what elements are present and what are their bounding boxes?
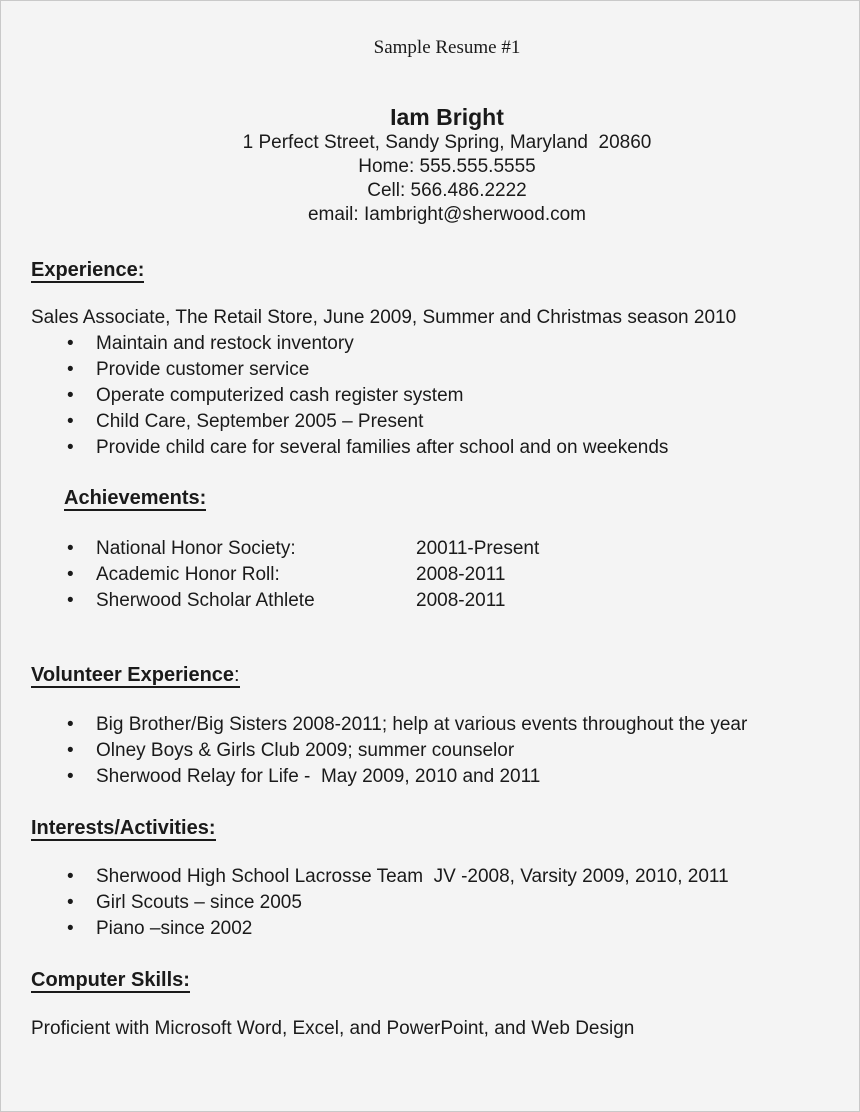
bullet-icon: • (67, 866, 74, 887)
section-achievements (31, 485, 829, 614)
bullet-text: Olney Boys & Girls Club 2009; summer counselor (96, 740, 515, 761)
list-item (31, 890, 829, 916)
list-item (31, 864, 829, 890)
bullet-icon: • (67, 385, 74, 406)
achievement-row (31, 536, 829, 562)
achievement-label: Sherwood Scholar Athlete (96, 590, 315, 611)
volunteer-heading-text: Volunteer Experience (31, 664, 235, 686)
bullet-text: Maintain and restock inventory (96, 333, 354, 354)
bullet-text: Sherwood Relay for Life - May 2009, 2010 and 2011 (96, 766, 541, 787)
list-item (31, 357, 829, 383)
list-item (31, 435, 829, 461)
bullet-icon: • (67, 766, 74, 787)
computer-skills-text: Proficient with Microsoft Word, Excel, and PowerPoint, and Web Design (31, 1018, 635, 1039)
achievement-row (31, 588, 829, 614)
bullet-icon: • (67, 564, 74, 585)
bullet-icon: • (67, 333, 74, 354)
candidate-name: Iam Bright (390, 104, 504, 130)
list-item (31, 331, 829, 357)
bullet-text: Provide child care for several families after school and on weekends (96, 437, 669, 458)
volunteer-heading (31, 662, 829, 688)
list-item (31, 738, 829, 764)
bullet-text: Provide customer service (96, 359, 310, 380)
interests-heading: Interests/Activities: (31, 817, 216, 839)
experience-heading: Experience: (31, 259, 145, 281)
achievement-label: Academic Honor Roll: (96, 564, 280, 585)
bullet-icon: • (67, 740, 74, 761)
achievement-label: National Honor Society: (96, 538, 296, 559)
bullet-text: Girl Scouts – since 2005 (96, 892, 302, 913)
home-phone-line: Home: 555.555.5555 (358, 156, 536, 177)
list-item (31, 764, 829, 790)
list-item (31, 409, 829, 435)
bullet-text: Sherwood High School Lacrosse Team JV -2008, Varsity 2009, 2010, 2011 (96, 866, 729, 887)
email-line: email: Iambright@sherwood.com (307, 204, 586, 225)
bullet-text: Piano –since 2002 (96, 918, 253, 939)
achievements-heading: Achievements: (64, 487, 207, 509)
bullet-icon: • (67, 359, 74, 380)
achievement-row (31, 562, 829, 588)
bullet-text: Operate computerized cash register system (96, 385, 464, 406)
bullet-icon: • (67, 590, 74, 611)
address-line: 1 Perfect Street, Sandy Spring, Maryland 20860 (242, 132, 652, 153)
section-experience (31, 257, 829, 461)
volunteer-bullet-list (31, 712, 829, 790)
achievements-list (31, 536, 829, 614)
bullet-icon: • (67, 918, 74, 939)
bullet-icon: • (67, 714, 74, 735)
bullet-icon: • (67, 437, 74, 458)
achievement-years: 2008-2011 (416, 590, 506, 611)
volunteer-heading-colon: : (234, 664, 240, 686)
experience-bullet-list (31, 331, 829, 461)
bullet-icon: • (67, 892, 74, 913)
cell-phone-line: Cell: 566.486.2222 (367, 180, 527, 201)
bullet-icon: • (67, 538, 74, 559)
achievement-years: 2008-2011 (416, 564, 506, 585)
document-title: Sample Resume #1 (373, 37, 521, 58)
section-computer-skills (31, 967, 829, 1042)
list-item (31, 916, 829, 942)
achievement-years: 20011-Present (416, 538, 540, 559)
interests-bullet-list (31, 864, 829, 942)
list-item (31, 712, 829, 738)
bullet-icon: • (67, 411, 74, 432)
section-volunteer-experience (31, 662, 829, 790)
bullet-text: Big Brother/Big Sisters 2008-2011; help at various events throughout the year (96, 714, 748, 735)
computer-skills-heading: Computer Skills: (31, 969, 190, 991)
bullet-text: Child Care, September 2005 – Present (96, 411, 424, 432)
experience-intro: Sales Associate, The Retail Store, June 2009, Summer and Christmas season 2010 (31, 307, 737, 328)
contact-block (31, 103, 829, 227)
list-item (31, 383, 829, 409)
section-interests-activities (31, 815, 829, 942)
